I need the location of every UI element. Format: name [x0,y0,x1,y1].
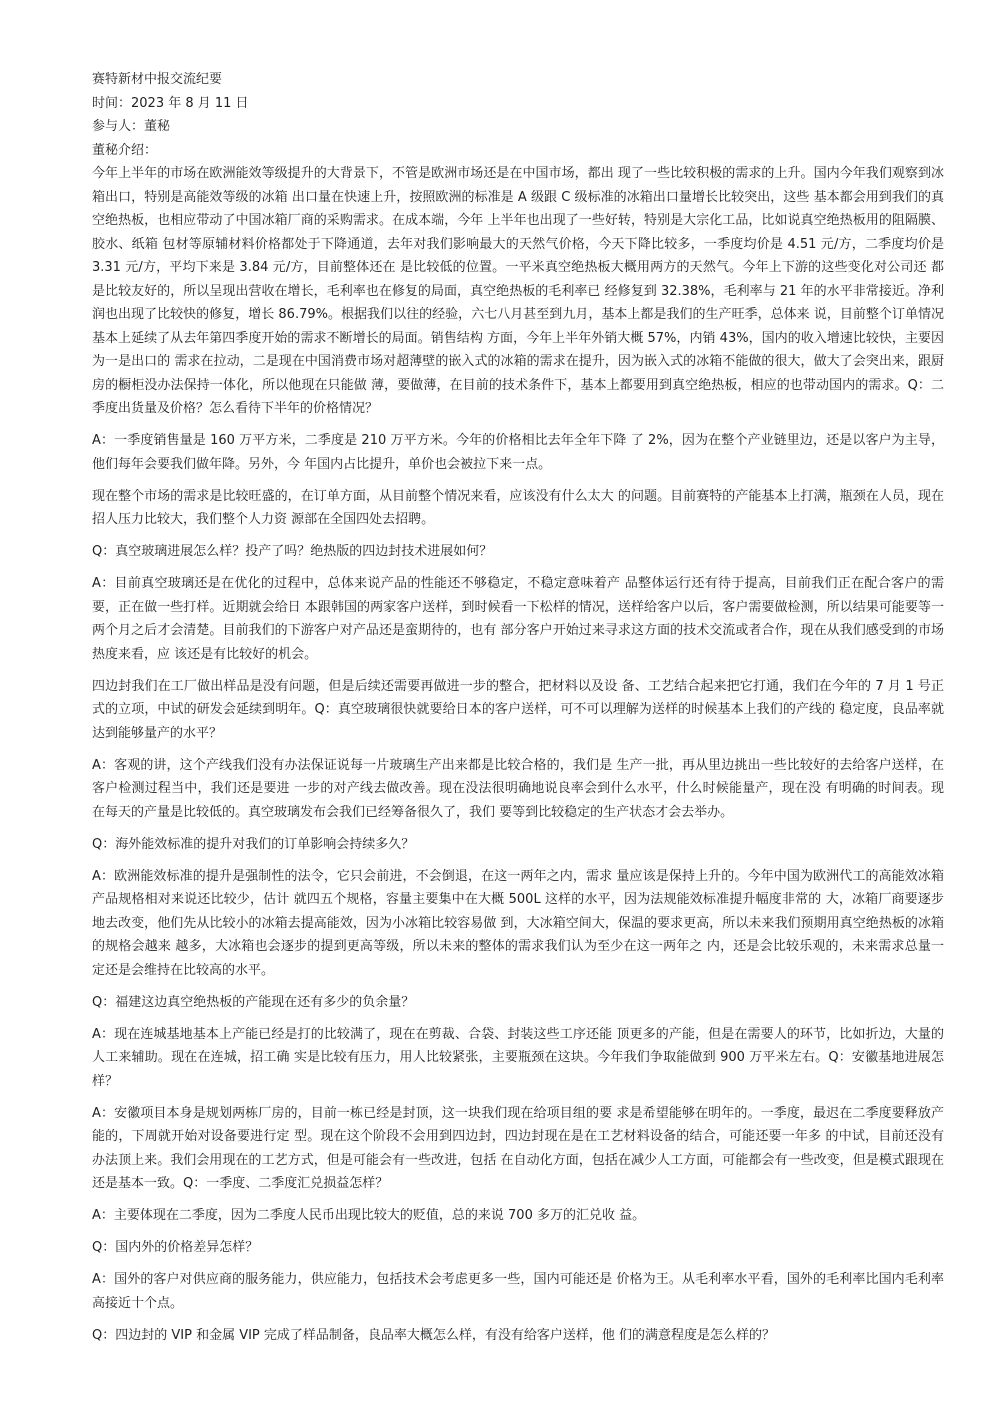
paragraph-answer-anhui: A：安徽项目本身是规划两栋厂房的，目前一栋已经是封顶，这一块我们现在给项目组的要 求是希望能够在明年的。一季度，最迟在二季度要释放产能的，下周就开始对设备要进行定 型。现在这个阶段不会用到四边封，四边封现在是在工艺材料设备的结合，可能还要一年多 的中试，目前还没有办法顶上来。我们会用现在的工艺方式，但是可能会有一些改进，包括 在自动化方面，包括在减少人工方面，可能都会有一些改变，但是模式跟现在还是基本一致。Q：一季度、二季度汇兑损益怎样？ [92,1105,944,1191]
intro-label: 董秘介绍： [92,142,158,158]
paragraph-question-vacuum-glass: Q：真空玻璃进展怎么样？投产了吗？绝热版的四边封技术进展如何？ [92,544,493,559]
paragraph-question-efficiency: Q：海外能效标准的提升对我们的订单影响会持续多久？ [92,836,415,852]
paragraph-answer-price-gap: A：国外的客户对供应商的服务能力，供应能力，包括技术会考虑更多一些，国内可能还是 价格为王。从毛利率水平看，国外的毛利率比国内毛利率高接近十个点。 [92,1272,944,1311]
paragraph-intro: 今年上半年的市场在欧洲能效等级提升的大背景下，不管是欧洲市场还是在中国市场，都出 现了一些比较积极的需求的上升。国内今年我们观察到冰箱出口，特别是高能效等级的冰箱 出口量在快速上升，按照欧洲的标准是 A 级跟 C 级标准的冰箱出口量增长比较突出，这些 基本都会用到我们的真空绝热板，也相应带动了中国冰箱厂商的采购需求。在成本端，今年 上半年也出现了一些好转，特别是大宗化工品，比如说真空绝热板用的阻隔膜、胶水、纸箱 包材等原辅材料价格都处于下降通道，去年对我们影响最大的天然气价格，今天下降比较多，一季度均价是 4.51 元/方，二季度均价是 3.31 元/方，平均下来是 3.84 元/方，目前整体还在 是比较低的位置。一平米真空绝热板大概用两方的天然气。今年上下游的这些变化对公司还 都是比较友好的，所以呈现出营收在增长，毛利率也在修复的局面，真空绝热板的毛利率已 经修复到 32.38%，毛利率与 21 年的水平非常接近。净利润也出现了比较快的修复，增长 86.79%。根据我们以往的经验，六七八月甚至到九月，基本上都是我们的生产旺季，总体来 说，目前整个订单情况基本上延续了从去年第四季度开始的需求不断增长的局面。销售结构 方面，今年上半年外销大概 57%，内销 43%，国内的收入增速比较快，主要因为一是出口的 需求在拉动，二是现在中国消费市场对超薄壁的嵌入式的冰箱的需求在提升，因为嵌入式的冰箱不能做的很大，做大了会突出来，跟厨房的橱柜没办法保持一体化，所以他现在只能做 薄，要做薄，在目前的技术条件下，基本上都要用到真空绝热板，相应的也带动国内的需求。Q：二季度出货量及价格？怎么看待下半年的价格情况？ [92,166,944,416]
paragraph-demand: 现在整个市场的需求是比较旺盛的，在订单方面，从目前整个情况来看，应该没有什么太大 的问题。目前赛特的产能基本上打满，瓶颈在人员，现在招人压力比较大，我们整个人力资 源部在全国四处去招聘。 [92,488,944,527]
paragraph-answer-fujian: A：现在连城基地基本上产能已经是打的比较满了，现在在剪裁、合袋、封装这些工序还能 顶更多的产能，但是在需要人的环节，比如折边，大量的人工来辅助。现在在连城，招工确 实是比较有压力，用人比较紧张，主要瓶颈在这块。今年我们争取能做到 900 万平米左右。Q：安徽基地进展怎样？ [92,1026,944,1089]
paragraph-question-fujian: Q：福建这边真空绝热板的产能现在还有多少的负余量？ [92,994,415,1010]
paragraph-answer-vacuum-glass: A：目前真空玻璃还是在优化的过程中，总体来说产品的性能还不够稳定，不稳定意味着产 品整体运行还有待于提高，目前我们正在配合客户的需要，正在做一些打样。近期就会给日 本跟韩国的两家客户送样，到时候看一下松样的情况，送样给客户以后，客户需要做检测，所以结果可能要等一两个月之后才会清楚。目前我们的下游客户对产品还是蛮期待的，也有 部分客户开始过来寻求这方面的技术交流或者合作，现在从我们感受到的市场热度来看，应 该还是有比较好的机会。 [92,576,944,662]
paragraph-answer-yield: A：客观的讲，这个产线我们没有办法保证说每一片玻璃生产出来都是比较合格的，我们是 生产一批，再从里边挑出一些比较好的去给客户送样，在客户检测过程当中，我们还是要进 一步的对产线去做改善。现在没法很明确地说良率会到什么水平，什么时候能量产，现在没 有明确的时间表。现在每天的产量是比较低的。真空玻璃发布会我们已经筹备很久了，我们 要等到比较稳定的生产状态才会去举办。 [92,757,944,820]
paragraph-answer-fx: A：主要体现在二季度，因为二季度人民币出现比较大的贬值，总的来说 700 多万的汇兑收 益。 [92,1208,646,1223]
document-title: 赛特新材中报交流纪要 [92,72,223,87]
paragraph-answer-sales: A：一季度销售量是 160 万平方米，二季度是 210 万平方米。今年的价格相比去年全年下降 了 2%，因为在整个产业链里边，还是以客户为主导，他们每年会要我们做年降。另外，今 年国内占比提升，单价也会被拉下来一点。 [92,433,944,472]
paragraph-answer-efficiency: A：欧洲能效标准的提升是强制性的法令，它只会前进，不会倒退，在这一两年之内，需求 量应该是保持上升的。今年中国为欧洲代工的高能效冰箱产品规格相对来说还比较少，估计 就四五个规格，容量主要集中在大概 500L 这样的水平，因为法规能效标准提升幅度非常的 大，冰箱厂商要逐步地去改变，他们先从比较小的冰箱去提高能效，因为小冰箱比较容易做 到，大冰箱空间大，保温的要求更高，所以未来我们预期用真空绝热板的冰箱的规格会越来 越多，大冰箱也会逐步的提到更高等级，所以未来的整体的需求我们认为至少在这一两年之 内，还是会比较乐观的，未来需求总量一定还是会维持在比较高的水平。 [92,868,944,978]
meeting-participants: 参与人：董秘 [92,119,171,134]
meeting-time: 时间：2023 年 8 月 11 日 [92,95,249,111]
paragraph-question-price-gap: Q：国内外的价格差异怎样？ [92,1240,259,1255]
paragraph-four-side-seal: 四边封我们在工厂做出样品是没有问题，但是后续还需要再做进一步的整合，把材料以及设 备、工艺结合起来把它打通，我们在今年的 7 月 1 号正式的立项，中试的研发会延续到明年。Q：真空玻璃很快就要给日本的客户送样，可不可以理解为送样的时候基本上我们的产线的 稳定度，良品率就达到能够量产的水平？ [92,678,944,741]
paragraph-question-vip: Q：四边封的 VIP 和金属 VIP 完成了样品制备，良品率大概怎么样，有没有给客户送样，他 们的满意程度是怎么样的？ [92,1327,776,1343]
